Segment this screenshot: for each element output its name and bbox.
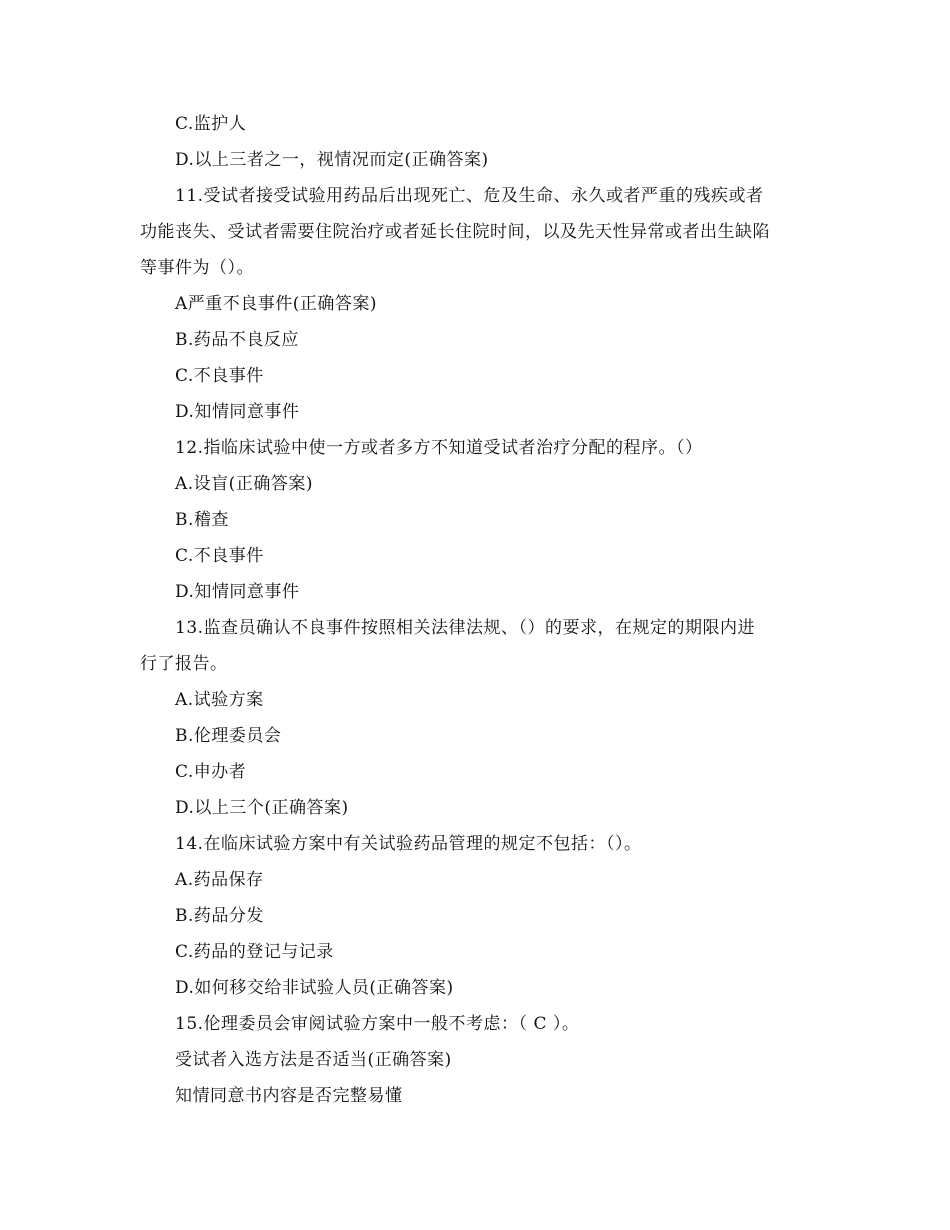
option-line: A.试验方案 [175,690,264,710]
question-line: 14.在临床试验方案中有关试验药品管理的规定不包括：（）。 [175,834,642,854]
option-line: D.以上三者之一，视情况而定(正确答案) [175,150,489,170]
question-line: 13.监查员确认不良事件按照相关法律法规、（）的要求，在规定的期限内进 [175,618,756,638]
option-line: 知情同意书内容是否完整易懂 [175,1086,403,1106]
option-line: D.知情同意事件 [175,402,300,422]
option-line: D.知情同意事件 [175,582,300,602]
option-line: C.不良事件 [175,546,264,566]
question-continuation-line: 功能丧失、受试者需要住院治疗或者延长住院时间，以及先天性异常或者出生缺陷 [140,222,770,242]
question-line: 15.伦理委员会审阅试验方案中一般不考虑：（ C ）。 [175,1014,580,1034]
option-line: C.监护人 [175,114,247,134]
question-line: 11.受试者接受试验用药品后出现死亡、危及生命、永久或者严重的残疾或者 [175,186,764,206]
option-line: D.如何移交给非试验人员(正确答案) [175,978,454,998]
option-line: A.药品保存 [175,870,264,890]
document-body [140,106,820,1114]
question-continuation-line: 等事件为（）。 [140,258,254,278]
option-line: B.稽查 [175,510,229,530]
option-line: C.申办者 [175,762,247,782]
option-line: B.药品不良反应 [175,330,299,350]
option-line: B.药品分发 [175,906,264,926]
option-line: A.设盲(正确答案) [175,474,313,494]
question-continuation-line: 行了报告。 [140,654,228,674]
option-line: A严重不良事件(正确答案) [175,294,378,314]
question-line: 12.指临床试验中使一方或者多方不知道受试者治疗分配的程序。（） [175,438,703,458]
option-line: C.不良事件 [175,366,264,386]
option-line: D.以上三个(正确答案) [175,798,349,818]
option-line: C.药品的登记与记录 [175,942,334,962]
option-line: B.伦理委员会 [175,726,282,746]
option-line: 受试者入选方法是否适当(正确答案) [175,1050,452,1070]
